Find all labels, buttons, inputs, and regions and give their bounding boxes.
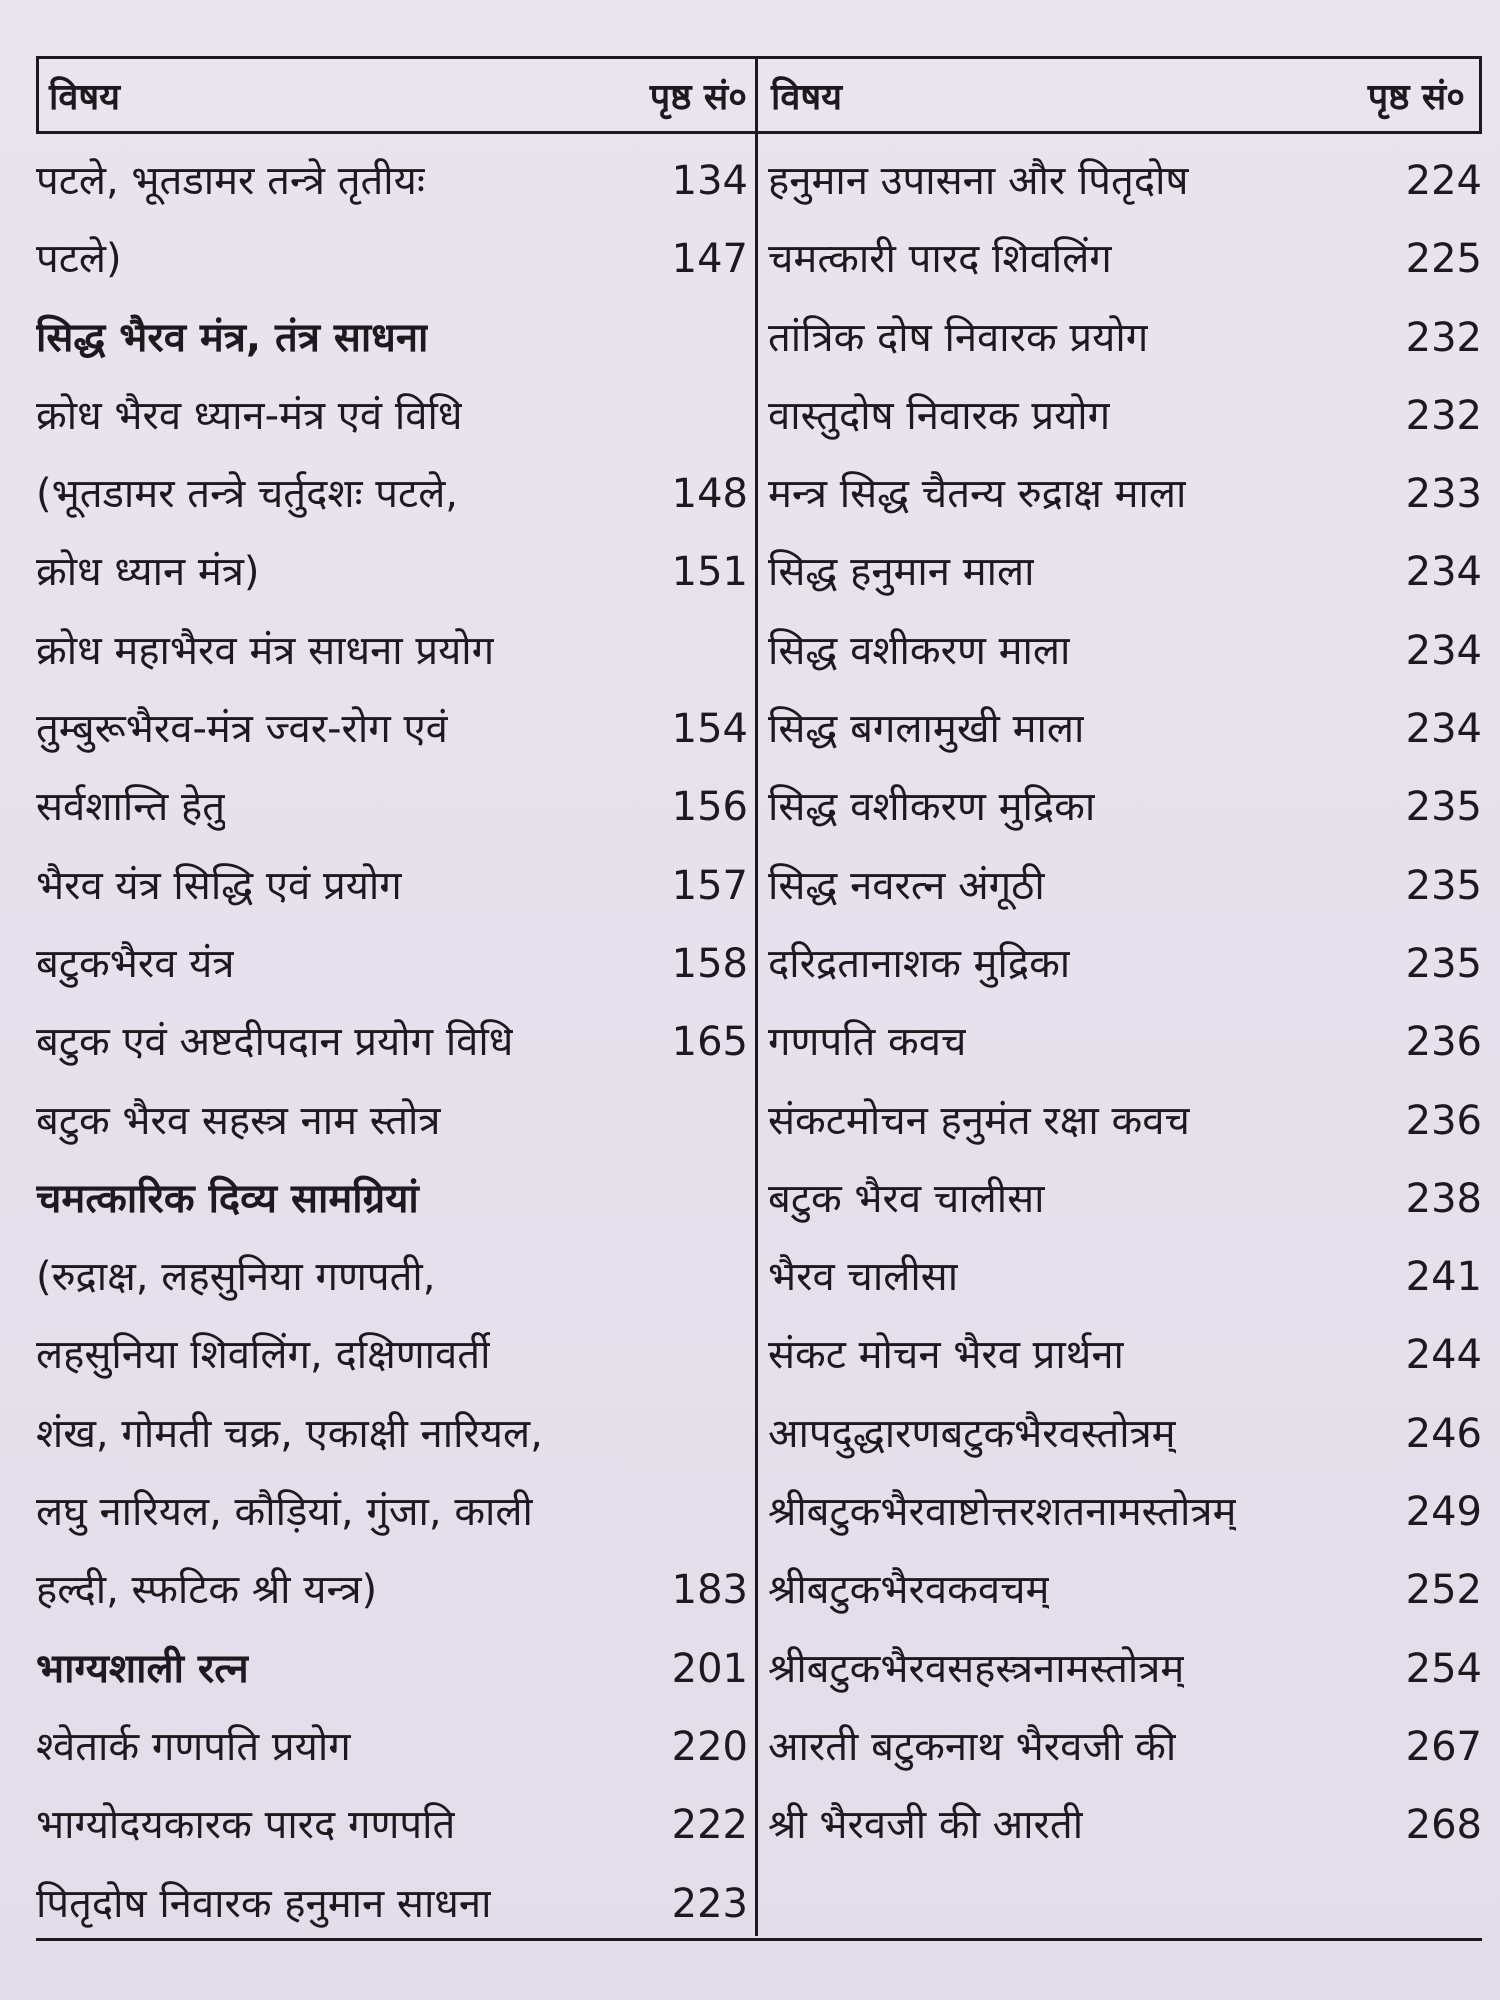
toc-entry <box>768 690 1482 768</box>
toc-entry <box>36 1160 748 1238</box>
toc-entry <box>36 1395 748 1473</box>
toc-entry <box>768 1082 1482 1160</box>
toc-entry <box>36 1551 748 1629</box>
entry-subject: बटुक भैरव सहस्त्र नाम स्तोत्र <box>36 1097 441 1144</box>
entry-subject: सिद्ध नवरत्न अंगूठी <box>768 862 1045 909</box>
entry-page-number: 156 <box>671 784 748 831</box>
header-right <box>761 59 1479 131</box>
toc-entry <box>768 1473 1482 1551</box>
entry-subject: सिद्ध वशीकरण माला <box>768 627 1071 674</box>
toc-entry <box>36 1238 748 1316</box>
toc-entry <box>768 299 1482 377</box>
entry-subject: आरती बटुकनाथ भैरवजी की <box>768 1723 1177 1770</box>
entry-page-number: 224 <box>1405 158 1482 204</box>
entry-subject: श्रीबटुकभैरवसहस्त्रनामस्तोत्रम् <box>768 1645 1185 1692</box>
toc-entry <box>36 1082 748 1160</box>
entry-subject: सर्वशान्ति हेतु <box>36 784 226 831</box>
toc-entry <box>36 1630 748 1708</box>
entry-subject: चमत्कारिक दिव्य सामग्रियां <box>36 1175 419 1222</box>
toc-entry <box>36 1708 748 1786</box>
entry-page-number: 234 <box>1405 549 1482 596</box>
entry-subject: क्रोध ध्यान मंत्र) <box>36 549 260 596</box>
toc-entry <box>768 533 1482 611</box>
entry-subject: पटले, भूतडामर तन्त्रे तृतीयः <box>36 158 425 204</box>
entry-page-number: 254 <box>1405 1645 1482 1692</box>
entry-subject: (भूतडामर तन्त्रे चर्तुदशः पटले, <box>36 471 459 518</box>
entry-page-number: 236 <box>1405 1097 1482 1144</box>
entry-page-number: 267 <box>1405 1723 1482 1770</box>
toc-entry <box>768 142 1482 220</box>
entry-page-number: 268 <box>1405 1802 1482 1849</box>
entry-subject: संकटमोचन हनुमंत रक्षा कवच <box>768 1097 1190 1144</box>
entry-subject: हल्दी, स्फटिक श्री यन्त्र) <box>36 1567 378 1614</box>
entry-subject: (रुद्राक्ष, लहसुनिया गणपती, <box>36 1254 436 1301</box>
entry-page-number: 236 <box>1405 1019 1482 1066</box>
toc-entry <box>768 377 1482 455</box>
entry-subject: लहसुनिया शिवलिंग, दक्षिणावर्ती <box>36 1332 491 1379</box>
toc-entry <box>36 612 748 690</box>
toc-entry <box>768 220 1482 298</box>
entry-page-number: 225 <box>1405 236 1482 283</box>
toc-entry <box>36 1786 748 1864</box>
entry-page-number: 223 <box>671 1880 748 1927</box>
entry-page-number: 234 <box>1405 706 1482 753</box>
entry-subject: श्री भैरवजी की आरती <box>768 1802 1084 1849</box>
entry-page-number: 201 <box>671 1645 748 1692</box>
entry-page-number: 157 <box>671 862 748 909</box>
bottom-rule <box>36 1938 1482 1941</box>
toc-entry <box>36 533 748 611</box>
entry-subject: तुम्बुरूभैरव-मंत्र ज्वर-रोग एवं <box>36 706 448 753</box>
toc-entry <box>768 847 1482 925</box>
entry-page-number: 158 <box>671 940 748 987</box>
entry-subject: श्रीबटुकभैरवकवचम् <box>768 1567 1050 1614</box>
toc-entry <box>36 455 748 533</box>
entry-subject: पितृदोष निवारक हनुमान साधना <box>36 1880 492 1927</box>
toc-entry <box>768 612 1482 690</box>
toc-entry <box>36 142 748 220</box>
entry-subject: गणपति कवच <box>768 1019 967 1066</box>
toc-entry <box>36 299 748 377</box>
entry-subject: भाग्यशाली रत्न <box>36 1645 249 1692</box>
entry-page-number: 235 <box>1405 784 1482 831</box>
entry-subject: सिद्ध भैरव मंत्र, तंत्र साधना <box>36 314 429 361</box>
entry-page-number: 151 <box>671 549 748 596</box>
entry-subject: दरिद्रतानाशक मुद्रिका <box>768 940 1071 987</box>
toc-entry <box>36 925 748 1003</box>
entry-subject: तांत्रिक दोष निवारक प्रयोग <box>768 314 1149 361</box>
entry-subject: लघु नारियल, कौड़ियां, गुंजा, काली <box>36 1489 533 1536</box>
toc-entry <box>768 768 1482 846</box>
entry-page-number: 232 <box>1405 314 1482 361</box>
entry-page-number: 244 <box>1405 1332 1482 1379</box>
left-entries-column <box>36 142 748 1943</box>
toc-entry <box>36 220 748 298</box>
entry-page-number: 232 <box>1405 392 1482 439</box>
toc-entry <box>36 690 748 768</box>
toc-entry <box>768 925 1482 1003</box>
toc-entry <box>768 1395 1482 1473</box>
entry-subject: हनुमान उपासना और पितृदोष <box>768 158 1189 204</box>
header-left <box>39 59 761 131</box>
entry-page-number: 220 <box>671 1723 748 1770</box>
entry-subject: चमत्कारी पारद शिवलिंग <box>768 236 1112 283</box>
entry-page-number: 234 <box>1405 627 1482 674</box>
toc-entry <box>768 1238 1482 1316</box>
toc-entry <box>36 377 748 455</box>
entry-page-number: 233 <box>1405 471 1482 518</box>
toc-entry <box>768 1316 1482 1394</box>
entry-page-number: 241 <box>1405 1254 1482 1301</box>
toc-entry <box>768 1003 1482 1081</box>
entry-subject: भैरव चालीसा <box>768 1254 959 1301</box>
toc-entry <box>768 455 1482 533</box>
entry-subject: संकट मोचन भैरव प्रार्थना <box>768 1332 1124 1379</box>
toc-entry <box>36 768 748 846</box>
entry-subject: सिद्ध वशीकरण मुद्रिका <box>768 784 1096 831</box>
entry-page-number: 246 <box>1405 1410 1482 1457</box>
entry-subject: क्रोध महाभैरव मंत्र साधना प्रयोग <box>36 627 495 674</box>
page-number-column-header: पृष्ठ सं० <box>649 76 747 118</box>
entry-page-number: 238 <box>1405 1175 1482 1222</box>
right-entries-column <box>768 142 1482 1865</box>
entry-subject: बटुक एवं अष्टदीपदान प्रयोग विधि <box>36 1019 514 1066</box>
entry-subject: आपदुद्धारणबटुकभैरवस्तोत्रम् <box>768 1410 1176 1457</box>
page-number-column-header: पृष्ठ सं० <box>1367 76 1465 118</box>
toc-entry <box>36 1473 748 1551</box>
subject-column-header: विषय <box>49 76 121 118</box>
entry-page-number: 147 <box>671 236 748 283</box>
entry-subject: सिद्ध हनुमान माला <box>768 549 1035 596</box>
entry-subject: बटुकभैरव यंत्र <box>36 940 235 987</box>
entry-subject: पटले) <box>36 236 122 283</box>
toc-entry <box>768 1630 1482 1708</box>
toc-entry <box>768 1786 1482 1864</box>
entry-page-number: 235 <box>1405 862 1482 909</box>
entry-page-number: 134 <box>671 158 748 204</box>
entry-page-number: 235 <box>1405 940 1482 987</box>
column-divider <box>755 56 758 1936</box>
entry-subject: वास्तुदोष निवारक प्रयोग <box>768 392 1111 439</box>
entry-page-number: 183 <box>671 1567 748 1614</box>
toc-entry <box>36 1865 748 1943</box>
entry-subject: श्रीबटुकभैरवाष्टोत्तरशतनामस्तोत्रम् <box>768 1489 1237 1536</box>
contents-table <box>36 56 1486 1961</box>
entry-page-number: 249 <box>1405 1489 1482 1536</box>
entry-page-number: 222 <box>671 1802 748 1849</box>
entry-subject: शंख, गोमती चक्र, एकाक्षी नारियल, <box>36 1410 543 1457</box>
toc-entry <box>36 1003 748 1081</box>
toc-entry <box>768 1160 1482 1238</box>
table-header <box>36 56 1482 134</box>
toc-entry <box>768 1551 1482 1629</box>
entry-subject: सिद्ध बगलामुखी माला <box>768 706 1085 753</box>
entry-page-number: 252 <box>1405 1567 1482 1614</box>
toc-entry <box>768 1708 1482 1786</box>
entry-subject: श्वेतार्क गणपति प्रयोग <box>36 1723 351 1770</box>
toc-entry <box>36 1316 748 1394</box>
entry-subject: भाग्योदयकारक पारद गणपति <box>36 1802 456 1849</box>
entry-subject: भैरव यंत्र सिद्धि एवं प्रयोग <box>36 862 402 909</box>
entry-page-number: 165 <box>671 1019 748 1066</box>
entry-subject: मन्त्र सिद्ध चैतन्य रुद्राक्ष माला <box>768 471 1187 518</box>
entry-page-number: 148 <box>671 471 748 518</box>
entry-page-number: 154 <box>671 706 748 753</box>
toc-entry <box>36 847 748 925</box>
entry-subject: क्रोध भैरव ध्यान-मंत्र एवं विधि <box>36 392 463 439</box>
entry-subject: बटुक भैरव चालीसा <box>768 1175 1045 1222</box>
subject-column-header: विषय <box>771 76 843 118</box>
